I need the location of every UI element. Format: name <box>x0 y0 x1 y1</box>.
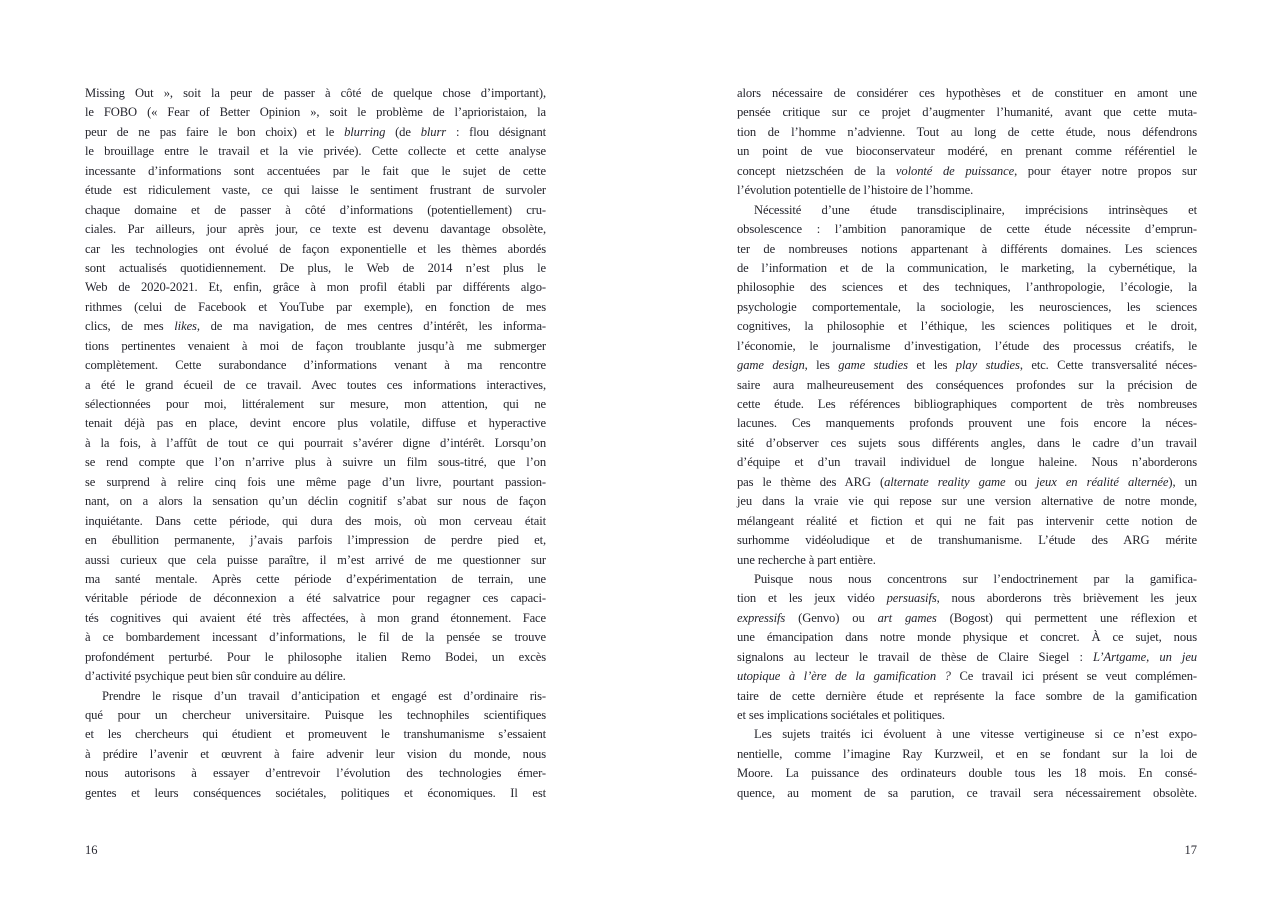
page-number: 17 <box>1184 843 1197 857</box>
text-line: un point de vue bioconservateur modéré, en prenant comme référentiel le <box>737 144 1197 159</box>
text-line: expressifs (Genvo) ou art games (Bogost) qui permettent une réflexion et <box>737 610 1198 625</box>
text-line: d’équipe et d’un travail individuel de longue haleine. Nous n’aborderons <box>737 455 1197 470</box>
text-line: et ses implications sociétales et politiques. <box>737 708 945 722</box>
text-line: une émancipation dans notre monde physique et concret. À ce sujet, nous <box>737 630 1197 645</box>
text-line: Web de 2020-2021. Et, enfin, grâce à mon profil établi par différents algo- <box>85 280 546 295</box>
text-line: véritable période de déconnexion a été salvatrice pour regagner ces capaci- <box>85 591 546 606</box>
text-line: Les sujets traités ici évoluent à une vitesse vertigineuse si ce n’est expo- <box>754 727 1197 742</box>
text-line: à ce bombardement incessant d’informations, le fil de la pensée se trouve <box>85 630 546 645</box>
text-line: tion et les jeux vidéo persuasifs, nous aborderons très brièvement les jeux <box>737 591 1197 606</box>
text-line: obsolescence : l’ambition panoramique de cette étude nécessite d’emprun- <box>737 222 1197 237</box>
text-line: l’économie, le journalisme d’investigation, l’étude des processus créatifs, le <box>737 338 1197 353</box>
text-line: a été le grand écueil de ce travail. Avec toutes ces informations interactives, <box>85 377 546 392</box>
page-17 <box>737 0 1197 912</box>
text-block <box>737 84 1197 803</box>
text-line: qué pour un chercheur universitaire. Puisque les technophiles scientifiques <box>85 708 546 722</box>
text-line: le brouillage entre le travail et la vie privée). Cette collecte et cette analyse <box>85 144 546 159</box>
text-line: mélangeant réalité et fiction et qui ne fait pas intervenir cette notion de <box>737 513 1197 528</box>
text-line: lacunes. Ces manquements profonds prouvent une fois encore la néces- <box>737 416 1197 431</box>
text-line: de l’information et de la communication, le marketing, la cybernétique, la <box>737 260 1197 275</box>
text-line: tion de l’homme n’advienne. Tout au long de cette étude, nous défendrons <box>737 124 1197 139</box>
text-line: quence, au moment de sa parution, ce travail sera nécessairement obsolète. <box>737 785 1197 800</box>
text-line: étude est ridiculement vaste, ce qui laisse le sentiment frustrant de survoler <box>85 183 546 198</box>
text-line: sont actualisés quotidiennement. De plus, le Web de 2014 n’est plus le <box>85 260 546 275</box>
text-line: complètement. Cette surabondance d’informations venant à ma rencontre <box>85 358 546 373</box>
text-line: taire de cette dernière étude et représente la face sombre de la gamification <box>737 688 1197 703</box>
text-line: philosophie des sciences et des techniques, l’anthropologie, l’écologie, la <box>737 280 1197 295</box>
text-line: alors nécessaire de considérer ces hypothèses et de constituer en amont une <box>737 86 1197 100</box>
text-line: Puisque nous nous concentrons sur l’endoctrinement par la gamifica- <box>754 571 1197 586</box>
text-line: et les chercheurs qui étudient et promeuvent le transhumanisme s’essaient <box>85 727 546 742</box>
text-line: Missing Out », soit la peur de passer à côté de quelque chose d’important), <box>85 86 546 100</box>
text-line: car les technologies ont évolué de façon exponentielle et les thèmes abordés <box>85 241 546 256</box>
text-line: d’activité psychique peut bien sûr conduire au délire. <box>85 669 346 684</box>
text-line: concept nietzschéen de la volonté de puissance, pour étayer notre propos sur <box>737 163 1197 178</box>
page-16 <box>85 0 546 912</box>
text-line: l’évolution potentielle de l’histoire de l’homme. <box>737 183 974 198</box>
text-line: peur de ne pas faire le bon choix) et le blurring (de blurr : flou désignant <box>85 124 547 139</box>
text-line: signalons au lecteur le travail de thèse de Claire Siegel : L’Artgame, un jeu <box>737 649 1198 664</box>
text-line: Moore. La puissance des ordinateurs double tous les 18 mois. En consé- <box>737 766 1197 781</box>
text-line: se rend compte que l’on n’arrive plus à suivre un film sous-titré, que l’on <box>85 455 546 470</box>
page-number: 16 <box>85 843 98 857</box>
text-line: rithmes (celui de Facebook et YouTube par exemple), en fonction de mes <box>85 299 546 314</box>
text-block <box>85 84 546 803</box>
text-line: nant, on a alors la sensation qu’un déclin cognitif s’abat sur nous de façon <box>85 494 546 509</box>
text-line: se surprend à relire cinq fois une même page d’un livre, pourtant passion- <box>85 474 546 489</box>
text-line: game design, les game studies et les play studies, etc. Cette transversalité néces- <box>737 358 1197 373</box>
text-line: sité d’observer ces sujets sous différents angles, dans le cadre d’un travail <box>737 435 1197 450</box>
text-line: Nécessité d’une étude transdisciplinaire, imprécisions intrinsèques et <box>754 202 1197 217</box>
text-line: gentes et leurs conséquences sociétales, politiques et économiques. Il est <box>85 785 546 800</box>
text-line: clics, de mes likes, de ma navigation, de mes centres d’intérêt, les informa- <box>85 319 546 334</box>
text-line: à prédire l’avenir et œuvrent à faire advenir leur vision du monde, nous <box>85 746 546 761</box>
text-line: saire aura malheureusement des conséquences profondes sur la précision de <box>737 377 1197 392</box>
text-line: chaque domaine et de passer à côté d’informations (potentiellement) cru- <box>85 202 546 217</box>
text-line: cette étude. Les références bibliographiques comportent de très nombreuses <box>737 397 1197 411</box>
text-line: nous autorisons à essayer d’entrevoir l’évolution des technologies émer- <box>85 766 546 781</box>
text-line: une recherche à part entière. <box>737 552 876 567</box>
text-line: utopique à l’ère de la gamification ? Ce travail ici présent se veut complémen- <box>737 669 1197 684</box>
text-line: jeu dans la vraie vie qui repose sur une version alternative de notre monde, <box>737 494 1197 509</box>
text-line: nentielle, comme l’imagine Ray Kurzweil, et en se fondant sur la loi de <box>737 746 1197 761</box>
text-line: cognitives, la philosophie et l’éthique, les sciences politiques et le droit, <box>737 319 1197 334</box>
text-line: incessante d’informations sont accentuées par le fait que le sujet de cette <box>85 163 546 178</box>
text-line: pas le thème des ARG (alternate reality game ou jeux en réalité alternée), un <box>737 474 1197 489</box>
text-line: tions pertinentes venaient à moi de façon troublante jusqu’à me submerger <box>85 338 546 353</box>
text-line: inquiétante. Dans cette période, qui dura des mois, où mon cerveau était <box>85 513 546 528</box>
text-line: aussi curieux que cela puisse paraître, il m’est arrivé de me questionner sur <box>85 552 546 567</box>
text-line: profondément perturbé. Pour le philosophe italien Remo Bodei, un excès <box>85 649 546 664</box>
text-line: Prendre le risque d’un travail d’anticipation et engagé est d’ordinaire ris- <box>102 688 546 703</box>
text-line: ciales. Par ailleurs, jour après jour, ce texte est devenu davantage obsolète, <box>85 222 546 237</box>
text-line: psychologie comportementale, la sociologie, les neurosciences, les sciences <box>737 299 1197 314</box>
text-line: tés cognitives qui avaient été très affectées, à mon grand étonnement. Face <box>85 610 546 625</box>
text-line: pensée critique sur ce projet d’augmenter l’humanité, avant que cette muta- <box>737 105 1197 120</box>
text-line: surhomme vidéoludique et de transhumanisme. L’étude des ARG mérite <box>737 533 1197 548</box>
text-line: en ébullition permanente, j’avais parfois l’impression de perdre pied et, <box>85 533 546 548</box>
text-line: à la fois, à l’affût de tout ce qui pourrait s’avérer digne d’intérêt. Lorsqu’on <box>85 435 546 450</box>
text-line: tenait déjà pas en place, devint encore plus volatile, diffuse et hyperactive <box>85 416 546 431</box>
text-line: ma santé mentale. Après cette période d’expérimentation de terrain, une <box>85 571 546 586</box>
text-line: ter de nombreuses notions appartenant à différents domaines. Les sciences <box>737 241 1197 256</box>
text-line: le FOBO (« Fear of Better Opinion », soit le problème de l’aprioristaion, la <box>85 105 546 120</box>
text-line: sélectionnées pour moi, littéralement sur mesure, mon attention, qui ne <box>85 397 546 411</box>
